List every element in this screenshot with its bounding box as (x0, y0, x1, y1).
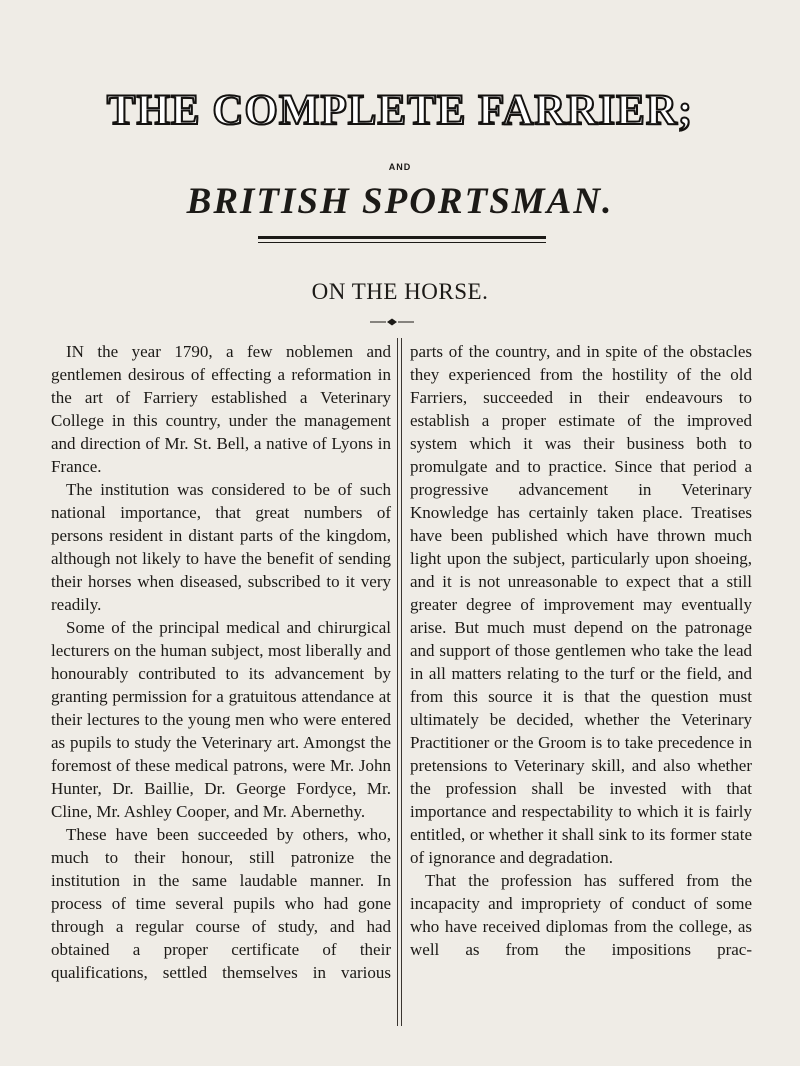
paragraph: That the profession has suffered from the incapacity and impropriety of conduct of some who have received diplomas from the college, as well as from the impositions prac- (410, 871, 752, 959)
right-column (410, 340, 752, 961)
left-column (51, 340, 391, 984)
ornament-divider-icon (370, 318, 414, 326)
book-title: THE COMPLETE FARRIER; (106, 87, 694, 134)
title-rule-thin (258, 242, 546, 243)
paragraph: Some of the principal medical and chirurgical lecturers on the human subject, most liberally and honourably contributed to its advancement by granting permission for a gratuitous attendance at their lectures to the young men who were entered as pupils to study the Veterinary art. Amongst the foremost of these medical patrons, were Mr. John Hunter, Dr. Baillie, Dr. George Fordyce, Mr. Cline, Mr. Ashley Cooper, and Mr. Abernethy. (51, 618, 391, 821)
paragraph: These have been succeeded by others, who, much to their honour, still patronize the institution in the same laudable manner. In process of time several pupils who had gone through a regular course of study, and had obtained a proper certificate of their qualifications, settled themselves in various (51, 825, 391, 982)
section-heading: ON THE HORSE. (311, 279, 489, 304)
column-divider-inner (401, 338, 402, 1026)
book-subtitle: BRITISH SPORTSMAN. (186, 181, 614, 222)
paragraph: IN the year 1790, a few noblemen and gentlemen desirous of effecting a reformation in the art of Farriery established a Veterinary College in this country, under the management and direction of Mr. St. Bell, a native of Lyons in France. (51, 342, 391, 476)
column-divider (397, 338, 398, 1026)
paragraph: parts of the country, and in spite of the obstacles they experienced from the hostility of the old Farriers, succeeded in their endeavours to establish a proper estimate of the improved system which it was their business both to promulgate and to practice. Since that period a progressive advancement in Veterinary Knowledge has certainly taken place. Treatises have been published which have thrown much light upon the subject, particularly upon shoeing, and it is not unreasonable to expect that a still greater degree of improvement may eventually arise. But much must depend on the patronage and support of those gentlemen who take the lead in all matters relating to the turf or the field, and from this source it is that the question must ultimately be decided, whether the Veterinary Practitioner or the Groom is to take precedence in pretensions to Veterinary skill, and also whether the profession shall be invested with that importance and respectability to which it is fairly entitled, or whether it shall sink to its former state of ignorance and degradation. (410, 342, 752, 867)
paragraph: The institution was considered to be of such national importance, that great numbers of persons resident in distant parts of the kingdom, although not likely to have the benefit of sending their horses when diseased, subscribed to it very readily. (51, 480, 391, 614)
title-connector: AND (388, 162, 412, 172)
title-rule-thick (258, 236, 546, 239)
